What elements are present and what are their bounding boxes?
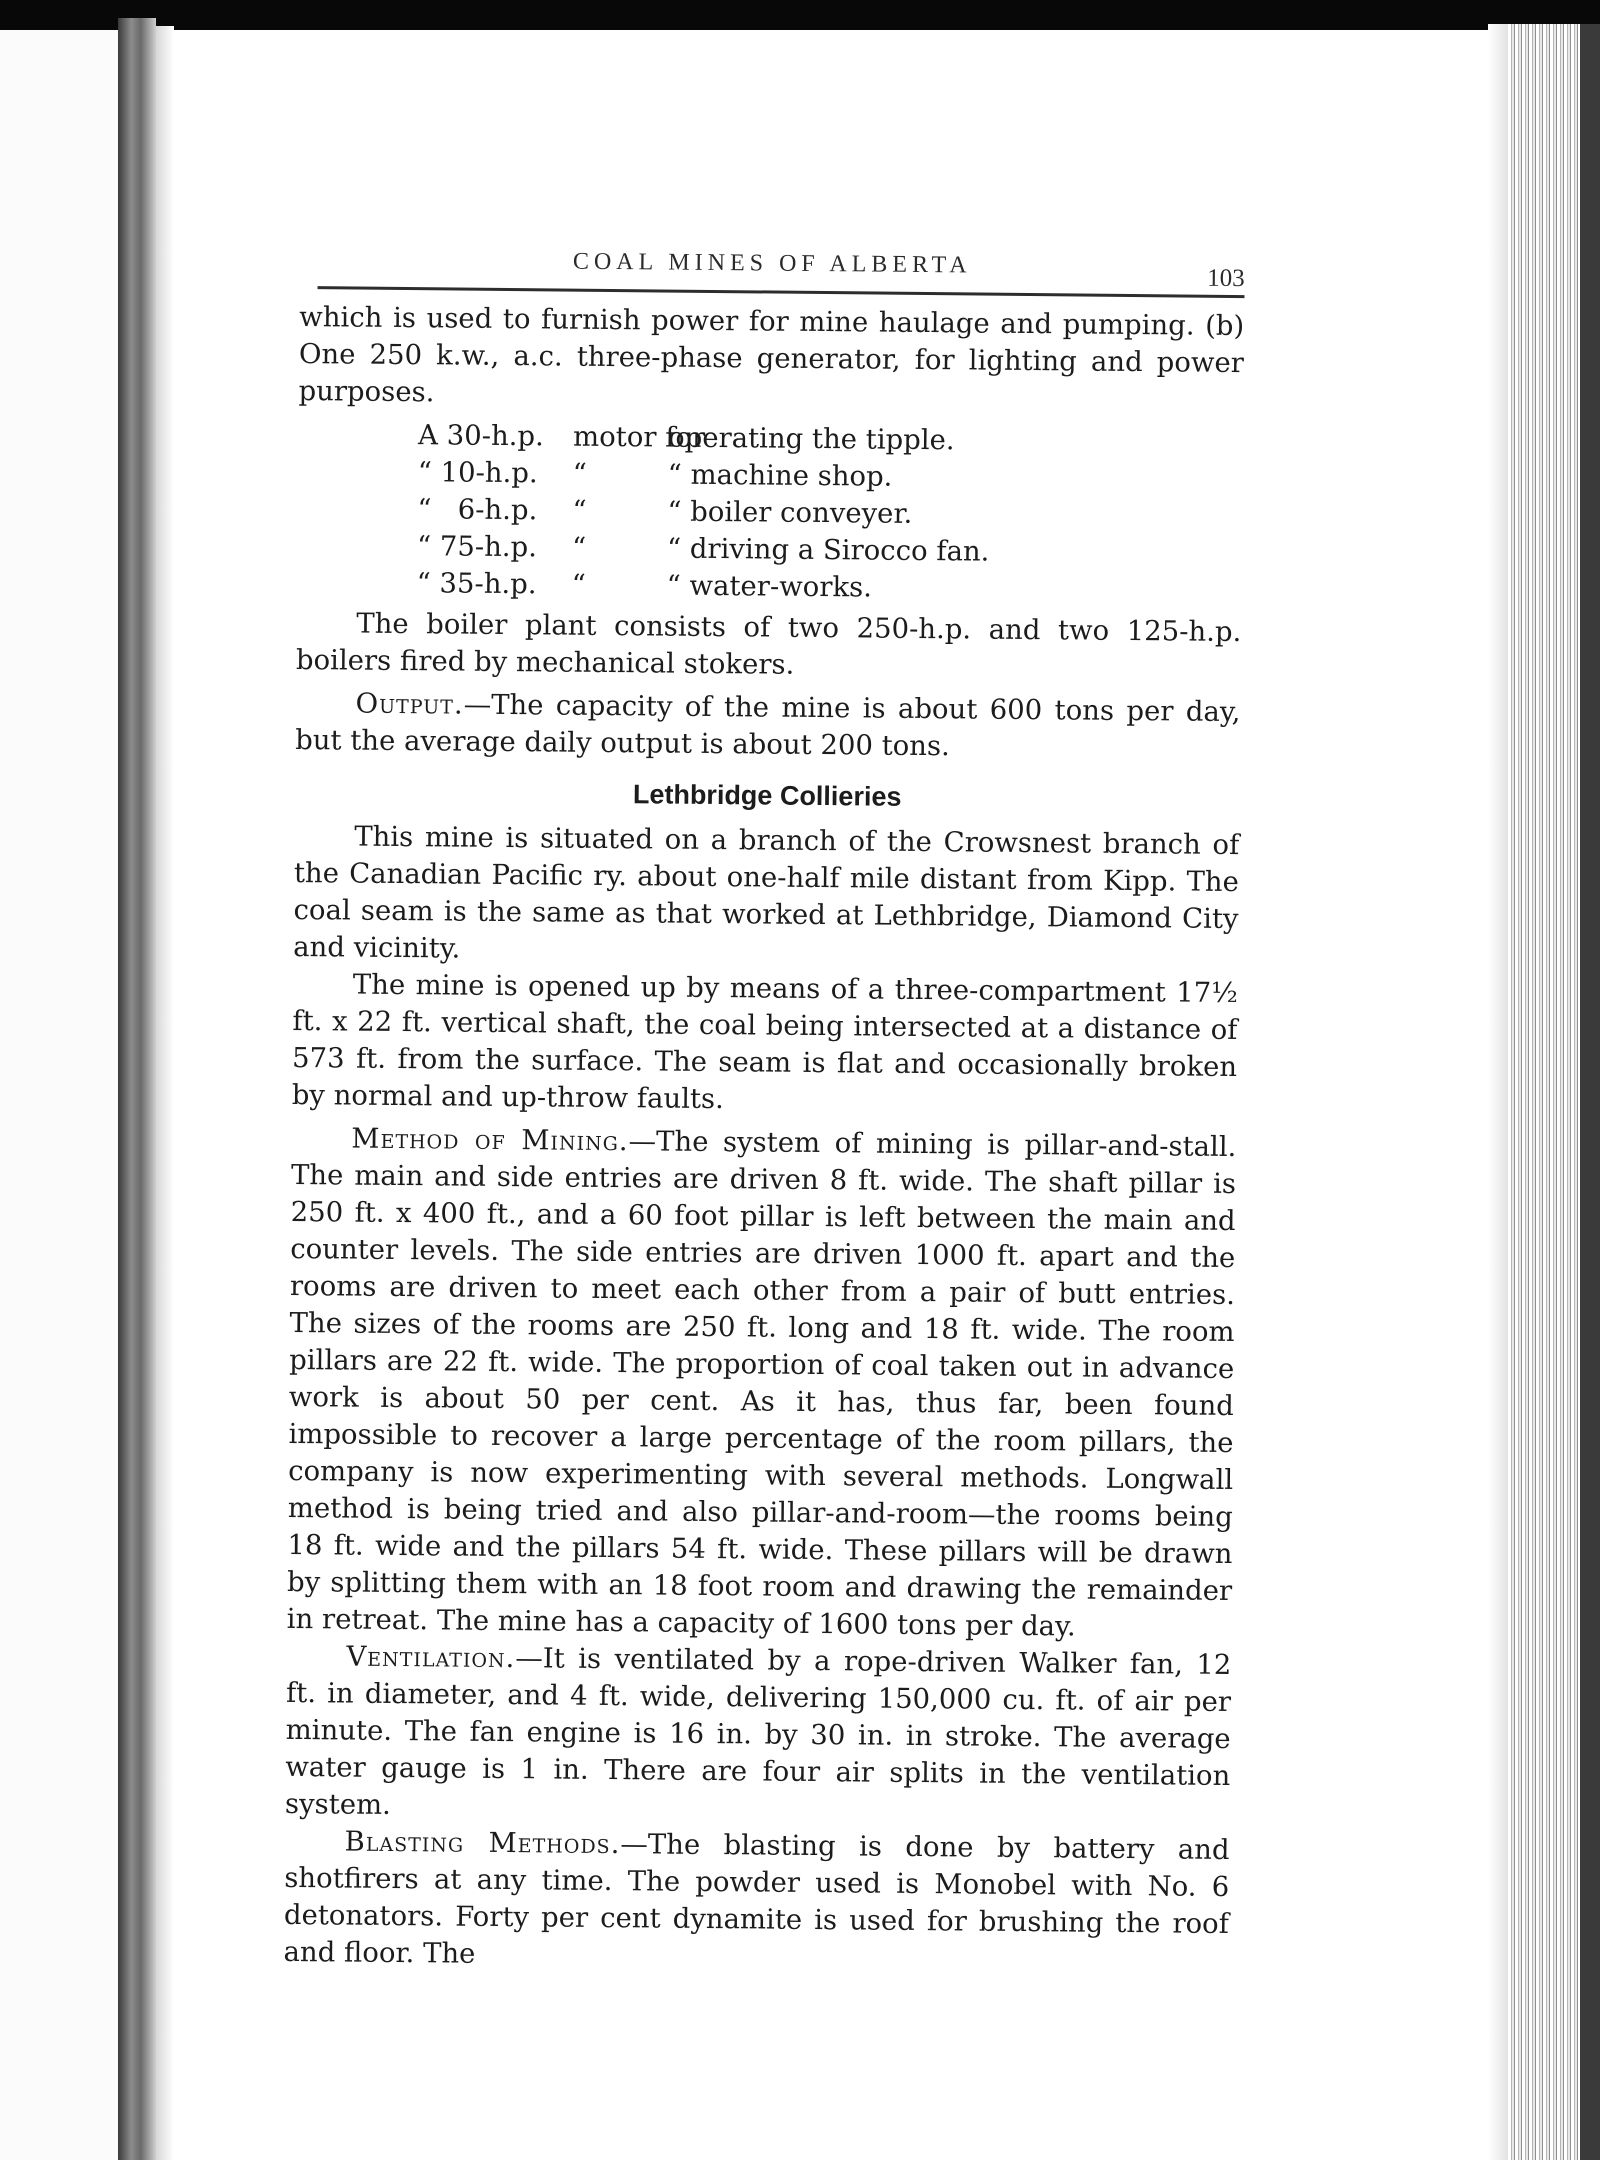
body-text	[283, 299, 1244, 1980]
blasting-paragraph	[283, 1823, 1229, 1980]
blasting-text: —The blasting is done by battery and shotfirers at any time. The powder used is Monobel with No. 6 detonators. Forty per cent dynamite is used for brushing the roof and floor. The	[283, 1828, 1230, 1970]
motor-kind: “	[572, 457, 587, 490]
blasting-label: Blasting Methods.	[344, 1825, 621, 1861]
method-paragraph	[287, 1120, 1237, 1647]
location-paragraph: This mine is situated on a branch of the Crowsnest branch of the Canadian Pacific ry. about one-half mile distant from Kipp. The coal seam is the same as that worked at Lethbridge, Diamond City and vicinity.	[293, 820, 1240, 965]
page-number: 103	[1207, 264, 1245, 293]
motor-purpose: operating the tipple.	[667, 421, 955, 457]
gutter-shadow	[156, 26, 174, 2160]
facing-page-margin	[0, 30, 118, 2160]
cover-edge	[1580, 24, 1600, 2160]
motor-rating: “ 10-h.p.	[417, 456, 538, 490]
ventilation-text: —It is ventilated by a rope-driven Walker fan, 12 ft. in diameter, and 4 ft. wide, delivering 150,000 cu. ft. of air per minute. The fan engine is 16 in. by 30 in. in stroke. The average water gauge is 1 in. There are four air splits in the ventilation system.	[284, 1642, 1232, 1821]
motor-rating: “ 75-h.p.	[416, 530, 538, 564]
intro-paragraph: which is used to furnish power for mine haulage and pumping. (b) One 250 k.w., a.c. three-phase generator, for lighting and power purposes.	[298, 300, 1245, 409]
page-content	[283, 240, 1245, 1980]
motor-purpose: “ boiler conveyer.	[667, 495, 913, 530]
ventilation-label: Ventilation.	[346, 1640, 516, 1675]
motor-list	[417, 417, 1244, 610]
running-header	[300, 240, 1245, 295]
page-edge-shade	[1488, 24, 1510, 2160]
book-spine-gutter	[118, 18, 156, 2160]
motor-purpose: “ water-works.	[666, 569, 873, 604]
motor-rating: “ 35-h.p.	[416, 567, 537, 601]
motor-row	[417, 565, 1242, 610]
motor-rating: A 30-h.p.	[417, 419, 544, 453]
motor-purpose: “ machine shop.	[667, 458, 893, 493]
boiler-paragraph: The boiler plant consists of two 250-h.p. and two 125-h.p. boilers fired by mechanical stokers.	[295, 607, 1242, 681]
motor-purpose: “ driving a Sirocco fan.	[666, 532, 990, 568]
scan-top-border	[0, 0, 1600, 30]
output-label: Output.	[355, 687, 464, 721]
output-paragraph	[295, 685, 1241, 768]
method-label: Method of Mining.	[351, 1122, 629, 1158]
section-heading: Lethbridge Collieries	[632, 779, 902, 812]
motor-kind: “	[571, 531, 587, 564]
method-text: —The system of mining is pillar-and-stall. The main and side entries are driven 8 ft. wide. The shaft pillar is 250 ft. x 400 ft., and a 60 foot pillar is left between the main and counter levels. The side entries are driven 1000 ft. apart and the rooms are driven to meet each other from a pair of butt entries. The sizes of the rooms are 250 ft. long and 18 ft. wide. The room pillars are 22 ft. wide. The proportion of coal taken out in advance work is about 50 per cent. As it has, thus far, been found impossible to recover a large percentage of the room pillars, the company is now experimenting with several methods. Longwall method is being tried and also pillar-and-room—the rooms being 18 ft. wide and the pillars 54 ft. wide. These pillars will be drawn by splitting them with an 18 foot room and drawing the remainder in retreat. The mine has a capacity of 1600 tons per day.	[286, 1125, 1237, 1643]
running-title: COAL MINES OF ALBERTA	[572, 248, 972, 279]
shaft-paragraph: The mine is opened up by means of a three-compartment 17½ ft. x 22 ft. vertical shaft, the coal being intersected at a distance of 573 ft. from the surface. The seam is flat and occasionally broken by normal and up-throw faults.	[291, 968, 1238, 1116]
motor-kind: “	[572, 494, 587, 527]
output-text: —The capacity of the mine is about 600 tons per day, but the average daily output is about 200 tons.	[295, 688, 1241, 763]
motor-kind: “	[571, 568, 586, 601]
motor-kind: motor for	[572, 420, 706, 454]
ventilation-paragraph	[285, 1638, 1232, 1832]
motor-rating: “ 6-h.p.	[417, 493, 538, 527]
